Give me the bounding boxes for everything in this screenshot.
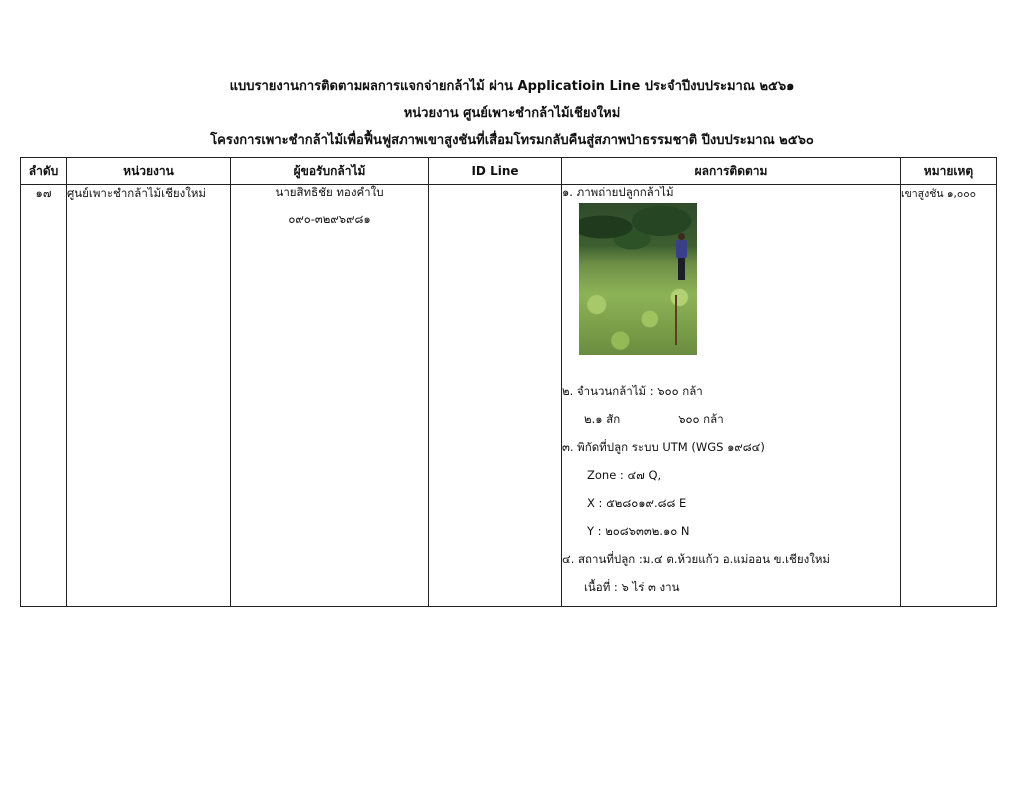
seq-value: ๑๗ (35, 186, 52, 200)
col-header-seq: ลำดับ (21, 158, 67, 185)
report-table (20, 157, 997, 607)
cell-recipient (231, 185, 429, 607)
col-header-id-line: ID Line (429, 158, 562, 185)
photo-grass (579, 283, 697, 355)
col-header-unit: หน่วยงาน (67, 158, 231, 185)
coord-x: X : ๕๒๘๐๑๙.๘๘ E (587, 496, 687, 510)
remark-value: เขาสูงชัน ๑,๐๐๐ (901, 188, 977, 200)
species-value: ๖๐๐ กล้า (678, 412, 724, 426)
col-header-remark: หมายเหตุ (901, 158, 997, 185)
cell-remark (901, 185, 997, 607)
photo-person (675, 233, 687, 283)
cell-results (562, 185, 901, 607)
col-header-results: ผลการติดตาม (562, 158, 901, 185)
col-header-recipient: ผู้ขอรับกล้าไม้ (231, 158, 429, 185)
result-item-location: ๔. สถานที่ปลูก :ม.๔ ต.ห้วยแก้ว อ.แม่ออน ข.เชียงใหม่ (562, 552, 830, 566)
cell-id-line (429, 185, 562, 607)
report-agency: หน่วยงาน ศูนย์เพาะชำกล้าไม้เชียงใหม่ (403, 106, 621, 121)
cell-unit (67, 185, 231, 607)
table-row (21, 185, 997, 607)
report-title: แบบรายงานการติดตามผลการแจกจ่ายกล้าไม้ ผ่าน Applicatioin Line ประจำปีงบประมาณ ๒๕๖๑ (229, 79, 795, 94)
photo-stake (675, 295, 677, 345)
cell-seq (21, 185, 67, 607)
report-project: โครงการเพาะชำกล้าไม้เพื่อฟื้นฟูสภาพเขาสูงชันที่เสื่อมโทรมกลับคืนสู่สภาพป่าธรรมชาติ ปีงบประมาณ ๒๕๖๐ (210, 133, 814, 148)
species-label: ๒.๑ สัก (584, 412, 621, 426)
result-item-species (562, 405, 900, 433)
table-header-row (21, 158, 997, 185)
result-item-coordinates: ๓. พิกัดที่ปลูก ระบบ UTM (WGS ๑๙๘๔) (562, 440, 765, 454)
result-item-photo-label: ๑. ภาพถ่ายปลูกกล้าไม้ (562, 185, 674, 199)
recipient-phone: ๐๙๐-๓๒๙๖๙๘๑ (288, 212, 371, 226)
coord-y: Y : ๒๐๘๖๓๓๒.๑๐ N (587, 524, 690, 538)
result-item-quantity: ๒. จำนวนกล้าไม้ : ๖๐๐ กล้า (562, 384, 703, 398)
unit-value: ศูนย์เพาะชำกล้าไม้เชียงใหม่ (67, 186, 207, 200)
planting-photo (579, 203, 697, 355)
coord-zone: Zone : ๔๗ Q, (587, 468, 662, 482)
result-item-area: เนื้อที่ : ๖ ไร่ ๓ งาน (584, 580, 680, 594)
recipient-name: นายสิทธิชัย ทองคำใบ (275, 185, 384, 199)
